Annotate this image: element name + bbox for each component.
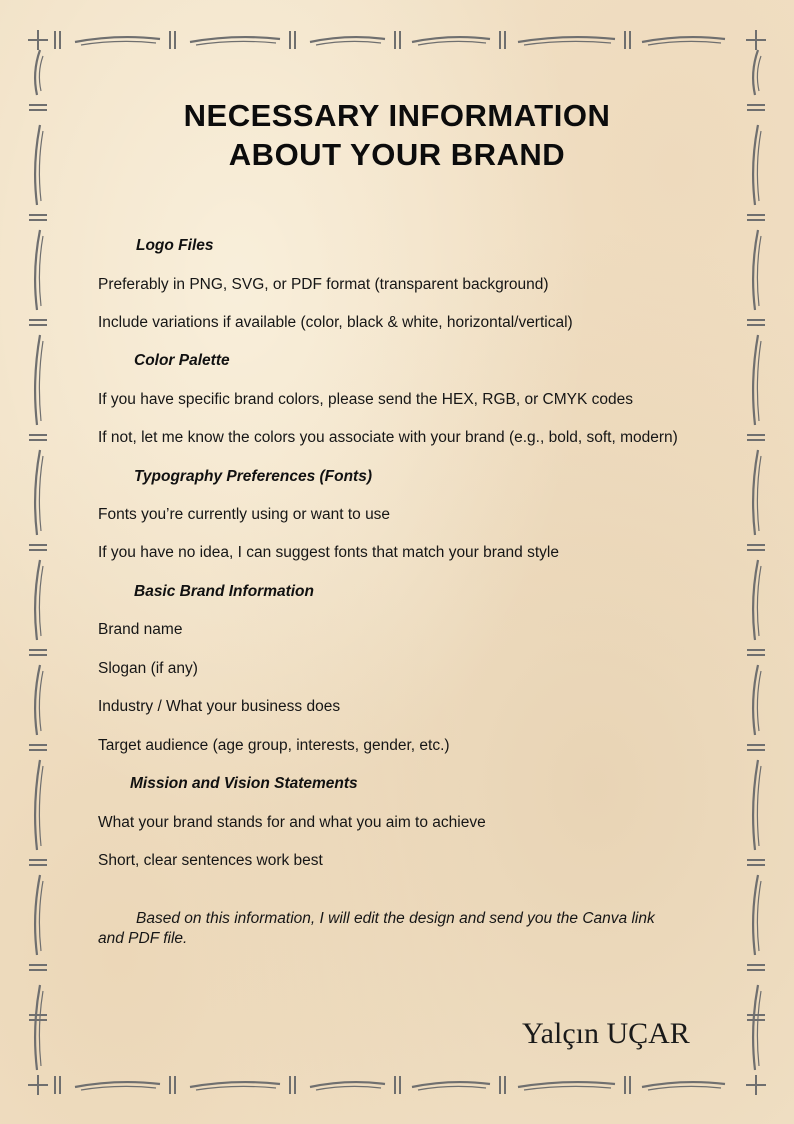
list-item: Industry / What your business does bbox=[98, 698, 341, 715]
closing-note bbox=[98, 909, 698, 949]
section-heading-color-palette: Color Palette bbox=[134, 352, 230, 369]
border-swash bbox=[39, 566, 43, 636]
border-swash bbox=[39, 881, 43, 951]
border-swash bbox=[757, 881, 761, 951]
border-swash bbox=[757, 341, 761, 421]
border-swash bbox=[39, 56, 43, 91]
list-item: Preferably in PNG, SVG, or PDF format (transparent background) bbox=[98, 276, 549, 293]
page-title bbox=[0, 96, 794, 174]
list-item: Slogan (if any) bbox=[98, 660, 198, 677]
list-item: Include variations if available (color, black & white, horizontal/vertical) bbox=[98, 314, 573, 331]
border-swash bbox=[39, 236, 43, 306]
border-swash bbox=[316, 41, 381, 45]
list-item: Target audience (age group, interests, gender, etc.) bbox=[98, 737, 450, 754]
border-swash bbox=[524, 41, 611, 45]
border-swash bbox=[757, 671, 761, 731]
border-swash bbox=[196, 1086, 276, 1090]
border-swash bbox=[39, 671, 43, 731]
border-swash bbox=[39, 991, 43, 1066]
border-swash bbox=[39, 456, 43, 531]
title-line-2: ABOUT YOUR BRAND bbox=[228, 137, 566, 172]
border-swash bbox=[418, 1086, 486, 1090]
closing-line-1: Based on this information, I will edit the design and send you the Canva link bbox=[136, 910, 655, 927]
list-item: Brand name bbox=[98, 621, 183, 638]
border-swash bbox=[196, 41, 276, 45]
border-swash bbox=[81, 1086, 156, 1090]
signature: Yalçın UÇAR bbox=[522, 1017, 690, 1050]
border-swash bbox=[757, 456, 761, 531]
section-heading-typography: Typography Preferences (Fonts) bbox=[134, 468, 373, 485]
border-swash bbox=[757, 56, 761, 91]
list-item: If not, let me know the colors you associate with your brand (e.g., bold, soft, modern) bbox=[98, 429, 678, 446]
border-swash bbox=[648, 41, 721, 45]
border-swash bbox=[757, 566, 761, 636]
closing-line-2: and PDF file. bbox=[98, 930, 188, 947]
list-item: What your brand stands for and what you aim to achieve bbox=[98, 814, 486, 831]
section-heading-mission-vision: Mission and Vision Statements bbox=[130, 775, 358, 792]
section-heading-logo-files: Logo Files bbox=[136, 237, 214, 254]
border-swash bbox=[316, 1086, 381, 1090]
border-swash bbox=[757, 766, 761, 846]
border-swash bbox=[39, 341, 43, 421]
border-swash bbox=[757, 236, 761, 306]
list-item: Fonts you’re currently using or want to use bbox=[98, 506, 391, 523]
section-heading-basic-brand-info: Basic Brand Information bbox=[134, 583, 314, 600]
border-swash bbox=[81, 41, 156, 45]
border-swash bbox=[757, 991, 761, 1066]
list-item: If you have no idea, I can suggest fonts that match your brand style bbox=[98, 544, 559, 561]
list-item: Short, clear sentences work best bbox=[98, 852, 323, 869]
border-swash bbox=[648, 1086, 721, 1090]
border-swash bbox=[418, 41, 486, 45]
border-swash bbox=[39, 766, 43, 846]
title-line-1: NECESSARY INFORMATION bbox=[183, 98, 611, 133]
border-swash bbox=[524, 1086, 611, 1090]
list-item: If you have specific brand colors, please send the HEX, RGB, or CMYK codes bbox=[98, 391, 634, 408]
